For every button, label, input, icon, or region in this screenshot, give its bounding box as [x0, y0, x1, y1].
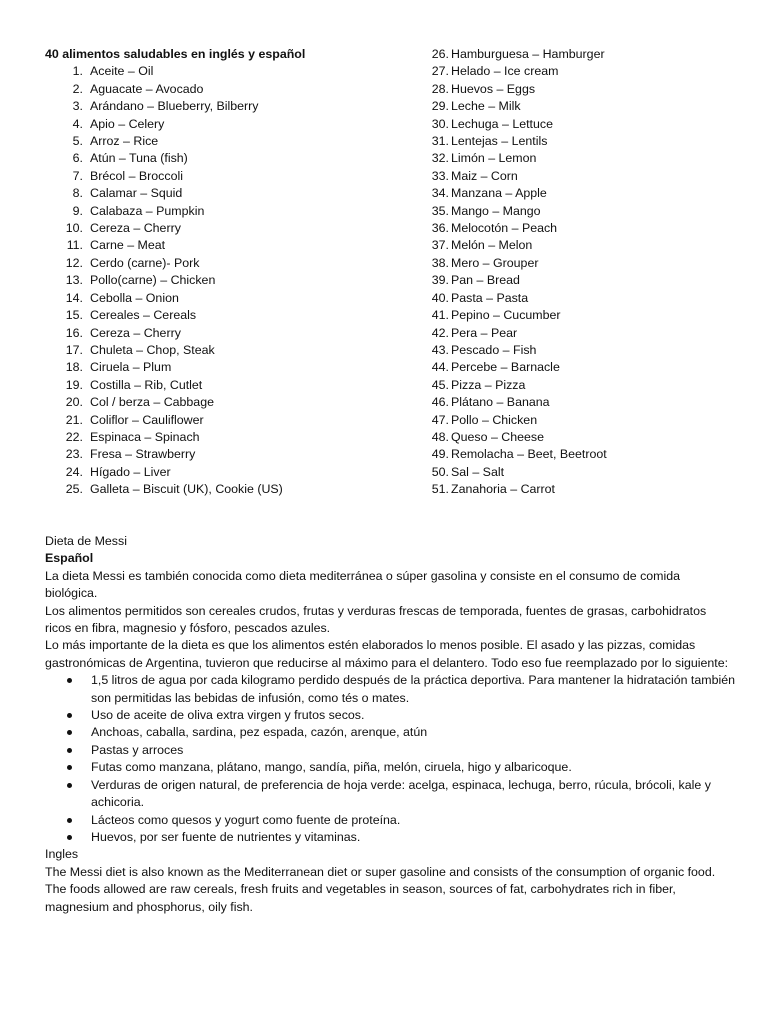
food-item-number: 19.: [65, 377, 83, 392]
food-item-text: Calamar – Squid: [90, 186, 183, 201]
food-list-item: [427, 203, 757, 220]
food-list-item: [427, 185, 757, 202]
english-paragraph-2: The foods allowed are raw cereals, fresh fruits and vegetables in season, sources of fat, carbohydrates rich in fiber, magnesium and phosphorus, oily fish.: [45, 882, 676, 914]
food-item-text: Galleta – Biscuit (UK), Cookie (US): [90, 482, 283, 497]
food-list-item: [45, 237, 405, 254]
food-item-number: 2.: [72, 81, 83, 96]
food-item-number: 36.: [431, 221, 449, 236]
food-list-item: [45, 342, 405, 359]
food-list-item: [45, 394, 405, 411]
food-item-text: Arándano – Blueberry, Bilberry: [90, 99, 259, 114]
food-list-item: [427, 446, 757, 463]
food-list-item: [427, 220, 757, 237]
food-item-number: 24.: [65, 464, 83, 479]
food-item-text: Lentejas – Lentils: [451, 134, 548, 149]
food-list-item: [427, 325, 757, 342]
food-item-text: Pasta – Pasta: [451, 290, 529, 305]
food-item-text: Pescado – Fish: [451, 342, 537, 357]
food-list-item: [45, 116, 405, 133]
food-item-text: Cereza – Cherry: [90, 325, 181, 340]
food-item-number: 23.: [65, 447, 83, 462]
food-item-text: Cerdo (carne)- Pork: [90, 255, 200, 270]
food-item-text: Aguacate – Avocado: [90, 81, 204, 96]
food-item-number: 10.: [65, 221, 83, 236]
spanish-paragraph-2: Los alimentos permitidos son cereales crudos, frutas y verduras frescas de temporada, fuentes de grasas, carbohidratos ricos en fibra, magnesio y fósforo, pescados azules.: [45, 603, 707, 636]
english-heading: Ingles: [45, 847, 79, 862]
food-item-text: Pollo(carne) – Chicken: [90, 273, 216, 288]
food-item-number: 31.: [431, 134, 449, 149]
food-list-item: [427, 116, 757, 133]
food-item-text: Melocotón – Peach: [451, 221, 558, 236]
food-list-left-column: [45, 46, 405, 499]
messi-diet-article: [45, 533, 735, 916]
diet-bullet-item: Pastas y arroces: [45, 742, 735, 759]
food-list-item: [45, 290, 405, 307]
article-title: Dieta de Messi: [45, 534, 127, 548]
english-paragraph-1: The Messi diet is also known as the Mediterranean diet or super gasoline and consists of the consumption of organic food.: [45, 864, 716, 879]
food-list-item: [427, 98, 757, 115]
food-list-item: [45, 464, 405, 481]
food-list-item: [427, 272, 757, 289]
food-item-text: Lechuga – Lettuce: [451, 116, 553, 131]
food-item-number: 42.: [431, 325, 449, 340]
food-list-item: [45, 255, 405, 272]
food-item-number: 29.: [431, 99, 449, 114]
food-item-number: 25.: [65, 482, 83, 497]
food-item-number: 37.: [431, 238, 449, 253]
food-item-text: Costilla – Rib, Cutlet: [90, 377, 203, 392]
food-list-item: [45, 377, 405, 394]
food-item-number: 21.: [65, 412, 83, 427]
food-item-number: 41.: [431, 308, 449, 323]
food-list-right: [427, 46, 757, 499]
food-item-text: Remolacha – Beet, Beetroot: [451, 447, 607, 462]
food-item-number: 40.: [431, 290, 449, 305]
food-list-item: [427, 359, 757, 376]
food-item-number: 3.: [72, 99, 83, 114]
food-list-item: [45, 185, 405, 202]
food-item-number: 9.: [72, 203, 83, 218]
food-item-number: 45.: [431, 377, 449, 392]
food-item-number: 30.: [431, 116, 449, 131]
food-item-text: Pollo – Chicken: [451, 412, 538, 427]
food-list-item: [427, 81, 757, 98]
food-list-item: [45, 481, 405, 498]
food-item-text: Maiz – Corn: [451, 168, 518, 183]
food-item-number: 8.: [72, 186, 83, 201]
food-item-number: 51.: [431, 482, 449, 497]
food-list-item: [427, 394, 757, 411]
food-item-text: Atún – Tuna (fish): [90, 151, 188, 166]
food-list-item: [45, 150, 405, 167]
food-item-text: Cereza – Cherry: [90, 221, 181, 236]
food-list-item: [45, 412, 405, 429]
food-item-text: Pizza – Pizza: [451, 377, 526, 392]
food-item-text: Chuleta – Chop, Steak: [90, 342, 215, 357]
diet-bullet-item: Verduras de origen natural, de preferencia de hoja verde: acelga, espinaca, lechuga, berro, rúcula, brócoli, kale y achicoria.: [45, 777, 735, 812]
food-item-text: Plátano – Banana: [451, 395, 550, 410]
food-list-item: [427, 150, 757, 167]
diet-bullet-item: Futas como manzana, plátano, mango, sandía, piña, melón, ciruela, higo y albaricoque.: [45, 759, 735, 776]
food-item-number: 48.: [431, 429, 449, 444]
list-title: 40 alimentos saludables en inglés y español: [45, 47, 306, 61]
food-item-text: Mango – Mango: [451, 203, 541, 218]
food-list-item: [427, 237, 757, 254]
food-item-text: Sal – Salt: [451, 464, 505, 479]
spanish-paragraph-1: La dieta Messi es también conocida como dieta mediterránea o súper gasolina y consiste en el consumo de comida biológica.: [45, 568, 681, 601]
food-item-number: 26.: [431, 47, 449, 61]
food-list-item: [45, 133, 405, 150]
food-list-item: [45, 63, 405, 80]
food-item-text: Arroz – Rice: [90, 134, 159, 149]
food-item-number: 43.: [431, 342, 449, 357]
diet-bullet-item: Huevos, por ser fuente de nutrientes y vitaminas.: [45, 829, 735, 846]
food-item-text: Cebolla – Onion: [90, 290, 179, 305]
food-list-item: [427, 63, 757, 80]
food-list-item: [45, 359, 405, 376]
food-list-item: [427, 412, 757, 429]
food-list-item: [427, 342, 757, 359]
food-item-number: 16.: [65, 325, 83, 340]
food-item-number: 11.: [66, 238, 83, 253]
food-item-number: 27.: [431, 64, 449, 79]
food-list-item: [427, 133, 757, 150]
food-list-item: [45, 429, 405, 446]
spanish-heading: Español: [45, 551, 94, 566]
food-item-number: 50.: [431, 464, 449, 479]
food-list-item: [45, 81, 405, 98]
food-item-number: 5.: [72, 134, 83, 149]
spanish-paragraph-3: Lo más importante de la dieta es que los alimentos estén elaborados lo menos posible. El asado y las pizzas, comidas gastronómicas de Argentina, tuvieron que reducirse al máximo para el delantero. Todo eso fue reemplazado por lo siguiente:: [45, 638, 729, 670]
food-list-item: [427, 46, 757, 63]
food-item-number: 1.: [72, 64, 83, 79]
food-item-text: Pera – Pear: [451, 325, 518, 340]
food-item-text: Hamburguesa – Hamburger: [451, 47, 605, 61]
food-item-text: Aceite – Oil: [90, 64, 154, 79]
food-list-item: [427, 481, 757, 498]
food-list-item: [427, 290, 757, 307]
food-item-number: 22.: [65, 429, 83, 444]
food-item-number: 6.: [72, 151, 83, 166]
food-list-item: [45, 98, 405, 115]
food-item-number: 13.: [65, 273, 83, 288]
food-list-item: [427, 429, 757, 446]
food-list-item: [45, 220, 405, 237]
food-item-text: Zanahoria – Carrot: [451, 482, 555, 497]
food-item-text: Ciruela – Plum: [90, 360, 172, 375]
diet-bullet-item: Uso de aceite de oliva extra virgen y frutos secos.: [45, 707, 735, 724]
food-item-number: 28.: [431, 81, 449, 96]
food-item-number: 38.: [431, 255, 449, 270]
food-item-text: Pan – Bread: [451, 273, 520, 288]
food-list-item: [427, 255, 757, 272]
food-item-text: Limón – Lemon: [451, 151, 537, 166]
food-item-number: 15.: [65, 308, 83, 323]
food-item-number: 20.: [65, 395, 83, 410]
diet-bullet-item: Lácteos como quesos y yogurt como fuente de proteína.: [45, 812, 735, 829]
food-item-text: Cereales – Cereals: [90, 308, 197, 323]
food-item-number: 47.: [431, 412, 449, 427]
food-list-item: [427, 377, 757, 394]
food-list-left: [45, 63, 405, 498]
food-item-number: 18.: [65, 360, 83, 375]
food-item-text: Leche – Milk: [451, 99, 521, 114]
food-list-item: [45, 168, 405, 185]
food-item-text: Pepino – Cucumber: [451, 308, 561, 323]
food-item-text: Carne – Meat: [90, 238, 166, 253]
food-item-number: 44.: [431, 360, 449, 375]
food-item-text: Col / berza – Cabbage: [90, 395, 214, 410]
food-item-text: Helado – Ice cream: [451, 64, 559, 79]
food-item-number: 35.: [431, 203, 449, 218]
food-list-right-column: [427, 46, 757, 499]
food-item-number: 33.: [431, 168, 449, 183]
food-item-number: 14.: [65, 290, 83, 305]
food-item-text: Apio – Celery: [90, 116, 165, 131]
food-list-item: [45, 325, 405, 342]
food-list-item: [45, 203, 405, 220]
food-item-number: 34.: [431, 186, 449, 201]
food-item-number: 7.: [72, 168, 83, 183]
food-item-text: Espinaca – Spinach: [90, 429, 200, 444]
food-item-text: Huevos – Eggs: [451, 81, 536, 96]
food-item-number: 17.: [65, 342, 83, 357]
food-item-number: 12.: [65, 255, 83, 270]
food-list-item: [45, 272, 405, 289]
food-item-text: Melón – Melon: [451, 238, 533, 253]
food-item-text: Brécol – Broccoli: [90, 168, 183, 183]
diet-bullet-item: 1,5 litros de agua por cada kilogramo perdido después de la práctica deportiva. Para mantener la hidratación también son permitidas las bebidas de infusión, como tés o mates.: [45, 672, 735, 707]
food-item-text: Hígado – Liver: [90, 464, 171, 479]
food-list-item: [427, 464, 757, 481]
food-list-item: [427, 168, 757, 185]
food-list-item: [45, 307, 405, 324]
food-item-text: Calabaza – Pumpkin: [90, 203, 205, 218]
food-item-text: Mero – Grouper: [451, 255, 539, 270]
food-item-number: 46.: [431, 395, 449, 410]
food-item-text: Percebe – Barnacle: [451, 360, 560, 375]
diet-bullet-list: [45, 672, 735, 846]
diet-bullet-item: Anchoas, caballa, sardina, pez espada, cazón, arenque, atún: [45, 724, 735, 741]
food-item-text: Fresa – Strawberry: [90, 447, 196, 462]
food-item-text: Manzana – Apple: [451, 186, 547, 201]
food-list-item: [45, 446, 405, 463]
food-item-number: 39.: [431, 273, 449, 288]
food-item-text: Coliflor – Cauliflower: [90, 412, 204, 427]
food-item-text: Queso – Cheese: [451, 429, 544, 444]
food-list-item: [427, 307, 757, 324]
food-item-number: 4.: [72, 116, 83, 131]
food-item-number: 32.: [431, 151, 449, 166]
food-item-number: 49.: [431, 447, 449, 462]
